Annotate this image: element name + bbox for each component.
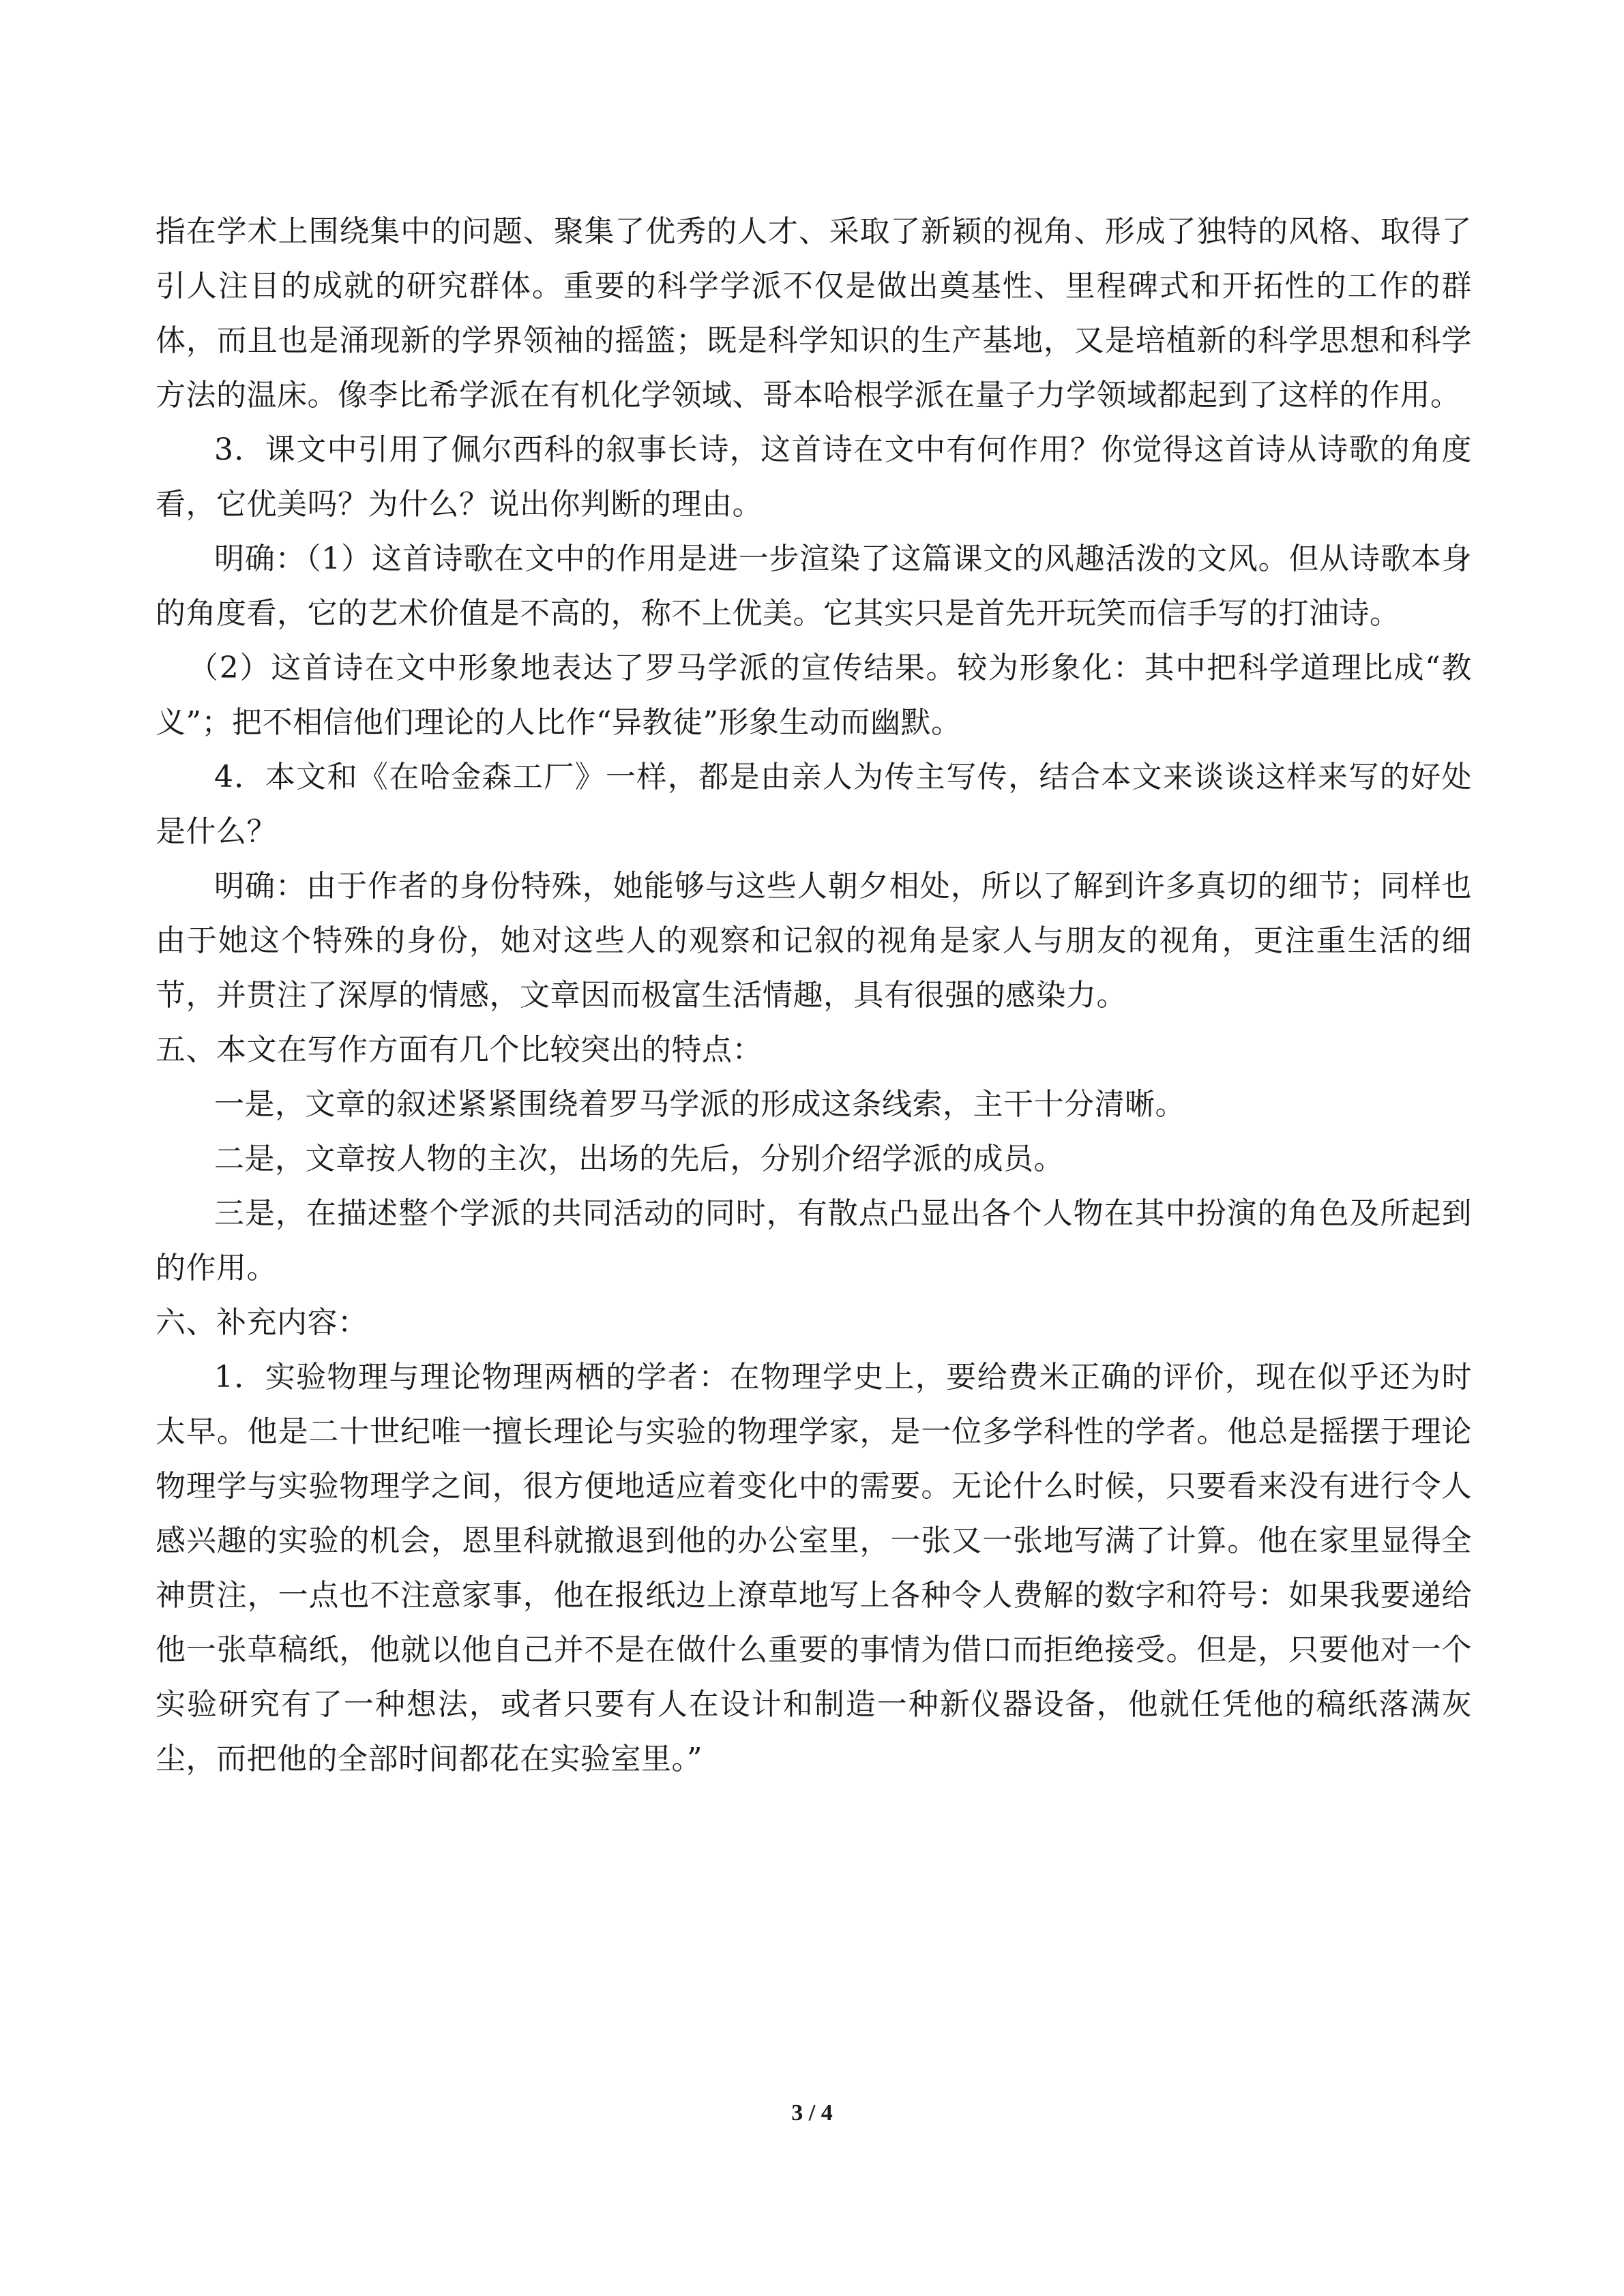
answer-3-part-2: （2）这首诗在文中形象地表达了罗马学派的宣传结果。较为形象化：其中把科学道理比成“教义”；把不相信他们理论的人比作“异教徒”形象生动而幽默。 <box>156 651 1472 740</box>
feature-3: 三是，在描述整个学派的共同活动的同时，有散点凸显出各个人物在其中扮演的角色及所起到的作用。 <box>156 1196 1472 1285</box>
feature-2: 二是，文章按人物的主次，出场的先后，分别介绍学派的成员。 <box>214 1142 1064 1176</box>
paragraph-scientific-school: 指在学术上围绕集中的问题、聚集了优秀的人才、采取了新颖的视角、形成了独特的风格、取得了引人注目的成就的研究群体。重要的科学学派不仅是做出奠基性、里程碑式和开拓性的工作的群体，而且也是涌现新的学界领袖的摇篮；既是科学知识的生产基地，又是培植新的科学思想和科学方法的温床。像李比希学派在有机化学领域、哥本哈根学派在量子力学领域都起到了这样的作用。 <box>156 214 1472 413</box>
question-3: 3．课文中引用了佩尔西科的叙事长诗，这首诗在文中有何作用？你觉得这首诗从诗歌的角度看，它优美吗？为什么？说出你判断的理由。 <box>156 432 1472 522</box>
answer-4: 明确：由于作者的身份特殊，她能够与这些人朝夕相处，所以了解到许多真切的细节；同样也由于她这个特殊的身份，她对这些人的观察和记叙的视角是家人与朋友的视角，更注重生活的细节，并贯注了深厚的情感，文章因而极富生活情趣，具有很强的感染力。 <box>156 869 1472 1013</box>
answer-3-part-1: 明确：（1）这首诗歌在文中的作用是进一步渲染了这篇课文的风趣活泼的文风。但从诗歌本身的角度看，它的艺术价值是不高的，称不上优美。它其实只是首先开玩笑而信手写的打油诗。 <box>156 541 1472 631</box>
page-number: 3 / 4 <box>791 2100 833 2126</box>
document-body <box>156 205 1472 1787</box>
supplement-1: 1．实验物理与理论物理两栖的学者：在物理学史上，要给费米正确的评价，现在似乎还为时太早。他是二十世纪唯一擅长理论与实验的物理学家，是一位多学科性的学者。他总是摇摆于理论物理学与实验物理学之间，很方便地适应着变化中的需要。无论什么时候，只要看来没有进行令人感兴趣的实验的机会，恩里科就撤退到他的办公室里，一张又一张地写满了计算。他在家里显得全神贯注，一点也不注意家事，他在报纸边上潦草地写上各种令人费解的数字和符号：如果我要递给他一张草稿纸，他就以他自己并不是在做什么重要的事情为借口而拒绝接受。但是，只要他对一个实验研究有了一种想法，或者只要有人在设计和制造一种新仪器设备，他就任凭他的稿纸落满灰尘，而把他的全部时间都花在实验室里。” <box>156 1360 1472 1776</box>
section-5-heading: 五、本文在写作方面有几个比较突出的特点： <box>156 1032 763 1067</box>
feature-1: 一是，文章的叙述紧紧围绕着罗马学派的形成这条线索，主干十分清晰。 <box>214 1087 1185 1122</box>
section-6-heading: 六、补充内容： <box>156 1305 368 1340</box>
question-4: 4．本文和《在哈金森工厂》一样，都是由亲人为传主写传，结合本文来谈谈这样来写的好处是什么？ <box>156 760 1472 849</box>
